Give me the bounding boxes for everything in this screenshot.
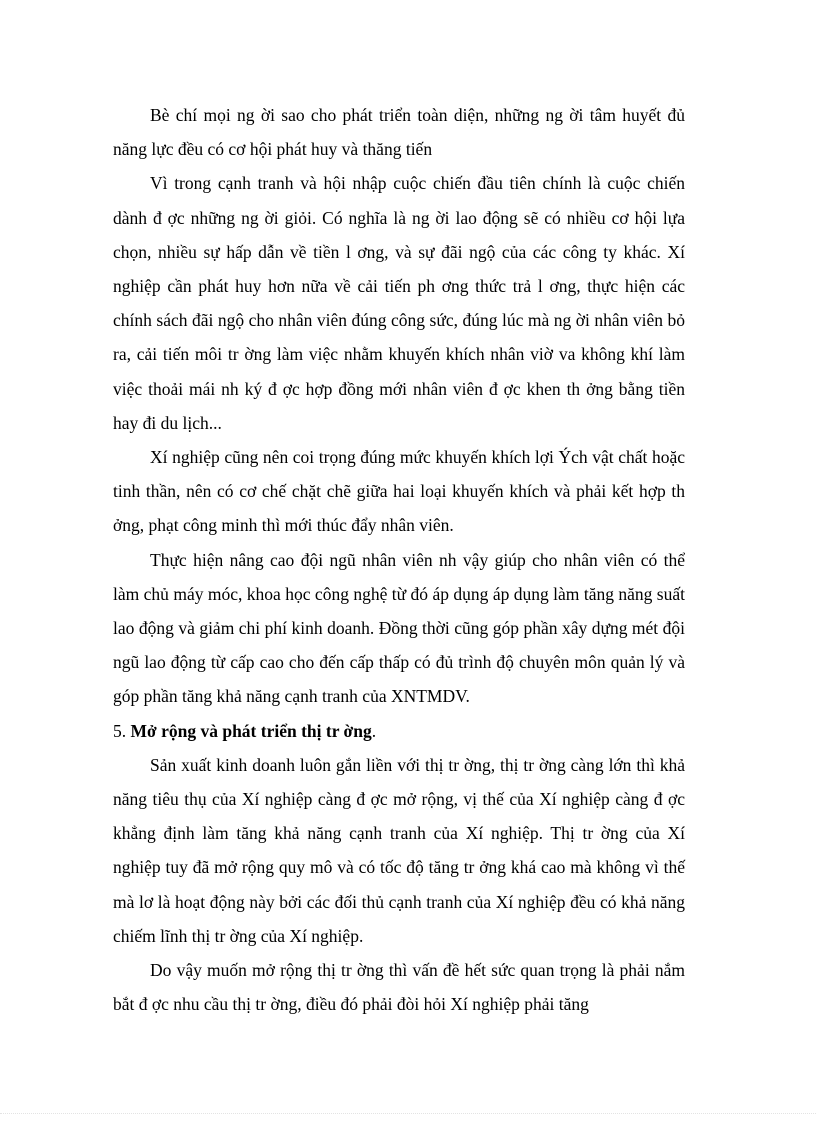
page-bottom-border xyxy=(0,1113,816,1114)
paragraph-4: Thực hiện nâng cao đội ngũ nhân viên nh vậy giúp cho nhân viên có thể làm chủ máy móc, khoa học công nghệ từ đó áp dụng áp dụng làm tăng năng suất lao động và giảm chi phí kinh doanh. Đồng thời cũng góp phần xây dựng mét đội ngũ lao động từ cấp cao cho đến cấp thấp có đủ trình độ chuyên môn quản lý và góp phần tăng khả năng cạnh tranh của XNTMDV. xyxy=(113,549,685,707)
paragraph-2: Vì trong cạnh tranh và hội nhập cuộc chiến đầu tiên chính là cuộc chiến dành đ ợc những ng ời giỏi. Có nghĩa là ng ời lao động sẽ có nhiều cơ hội lựa chọn, nhiều sự hấp dẫn về tiền l ơng, và sự đãi ngộ của các công ty khác. Xí nghiệp cần phát huy hơn nữa về cải tiến ph ơng thức trả l ơng, thực hiện các chính sách đãi ngộ cho nhân viên đúng công sức, đúng lúc mà ng ời nhân viên bỏ ra, cải tiến môi tr ờng làm việc nhằm khuyến khích nhân viờ va không khí làm việc thoải mái nh ký đ ợc hợp đồng mới nhân viên đ ợc khen th ởng bằng tiền hay đi du lịch... xyxy=(113,173,685,433)
section-end-mark: . xyxy=(371,720,377,741)
paragraph-6: Do vậy muốn mở rộng thị tr ờng thì vấn đề hết sức quan trọng là phải nắm bắt đ ợc nhu cầu thị tr ờng, điều đó phải đòi hỏi Xí nghiệp phải tăng xyxy=(113,960,685,1015)
section-heading xyxy=(113,714,685,748)
section-title: Mở rộng và phát triển thị tr ờng xyxy=(130,720,372,741)
paragraph-1: Bè chí mọi ng ời sao cho phát triển toàn diện, những ng ời tâm huyết đủ năng lực đều có cơ hội phát huy và thăng tiến xyxy=(113,105,685,160)
paragraph-5: Sản xuất kinh doanh luôn gắn liền với thị tr ờng, thị tr ờng càng lớn thì khả năng tiêu thụ của Xí nghiệp càng đ ợc mở rộng, vị thế của Xí nghiệp càng đ ợc khẳng định làm tăng khả năng cạnh tranh của Xí nghiệp. Thị tr ờng của Xí nghiệp tuy đã mở rộng quy mô và có tốc độ tăng tr ởng khá cao mà không vì thế mà lơ là hoạt động này bởi các đối thủ cạnh tranh của Xí nghiệp đều có khả năng chiếm lĩnh thị tr ờng của Xí nghiệp. xyxy=(113,754,685,946)
page-body xyxy=(113,98,685,1021)
section-number: 5. xyxy=(113,720,127,741)
paragraph-3: Xí nghiệp cũng nên coi trọng đúng mức khuyến khích lợi Ých vật chất hoặc tinh thần, nên có cơ chế chặt chẽ giữa hai loại khuyến khích và phải kết hợp th ởng, phạt công minh thì mới thúc đẩy nhân viên. xyxy=(113,447,685,536)
